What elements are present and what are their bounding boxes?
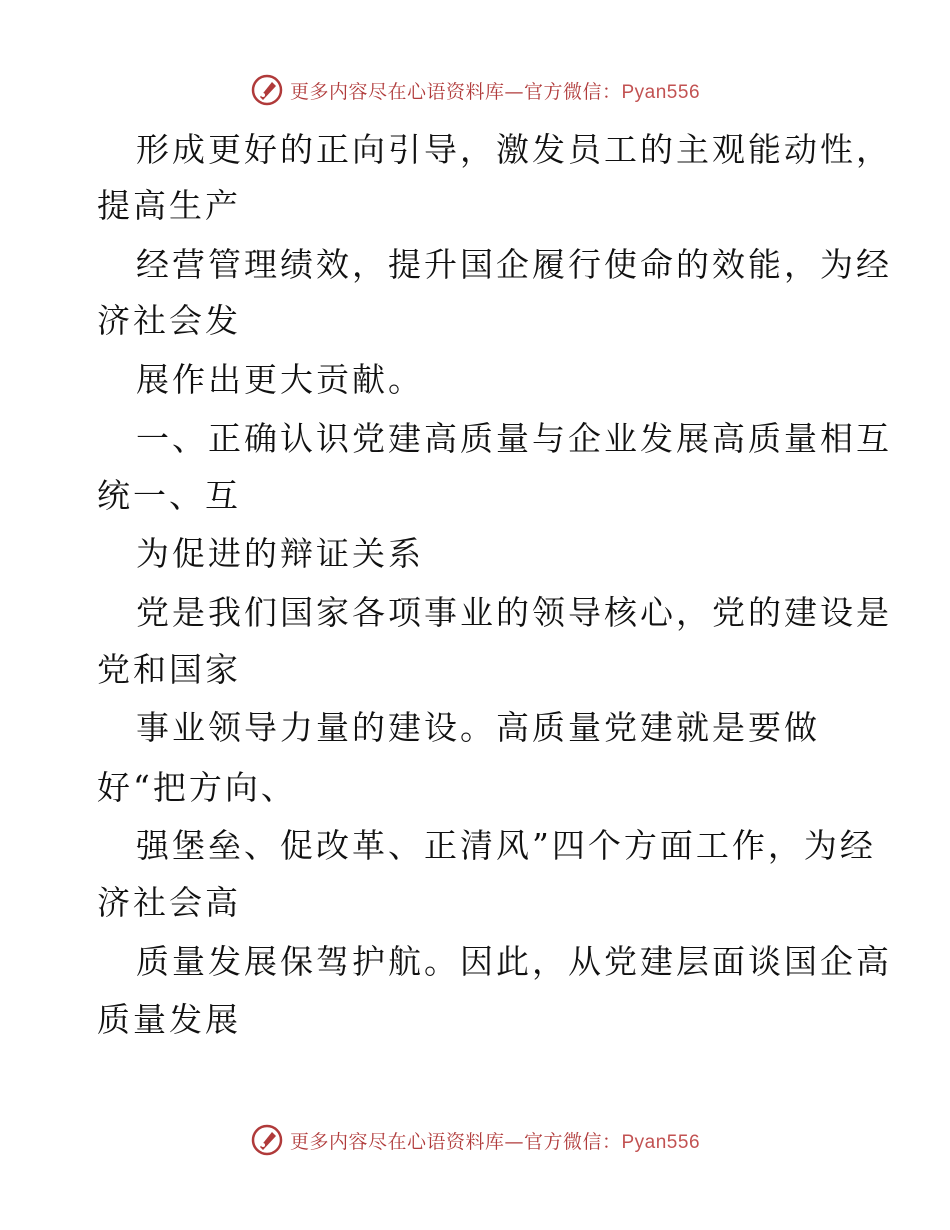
text-line: 质量发展保驾护航。因此，从党建层面谈国企高 [136, 942, 892, 981]
pen-nib-logo-icon [250, 73, 284, 107]
text-line: 经营管理绩效，提升国企履行使命的效能，为经 [136, 245, 892, 284]
footer-banner-text: 更多内容尽在心语资料库—官方微信：Pyan556 [289, 1130, 701, 1153]
text-line: 提高生产 [97, 186, 241, 225]
text-line: 一、正确认识党建高质量与企业发展高质量相互 [136, 419, 892, 458]
text-line: 形成更好的正向引导，激发员工的主观能动性， [136, 130, 892, 169]
pen-nib-logo-icon [250, 1123, 284, 1157]
text-line: 质量发展 [97, 1000, 241, 1039]
footer-wechat-id: Pyan556 [621, 1131, 701, 1153]
text-line: 事业领导力量的建设。高质量党建就是要做 [136, 708, 820, 747]
text-line: 党是我们国家各项事业的领导核心，党的建设是 [136, 593, 892, 632]
text-line: 强堡垒、促改革、正清风”四个方面工作，为经 [136, 826, 876, 865]
text-line: 济社会高 [97, 883, 241, 922]
text-line: 党和国家 [97, 650, 241, 689]
text-line: 济社会发 [97, 301, 241, 340]
header-banner-text: 更多内容尽在心语资料库—官方微信：Pyan556 [289, 80, 701, 103]
footer-banner [0, 1120, 950, 1160]
text-line: 统一、互 [97, 476, 241, 515]
text-line: 为促进的辩证关系 [136, 534, 424, 573]
text-line: 展作出更大贡献。 [136, 360, 424, 399]
header-banner [0, 70, 950, 110]
header-wechat-id: Pyan556 [621, 81, 701, 103]
text-line: 好“把方向、 [97, 768, 297, 807]
